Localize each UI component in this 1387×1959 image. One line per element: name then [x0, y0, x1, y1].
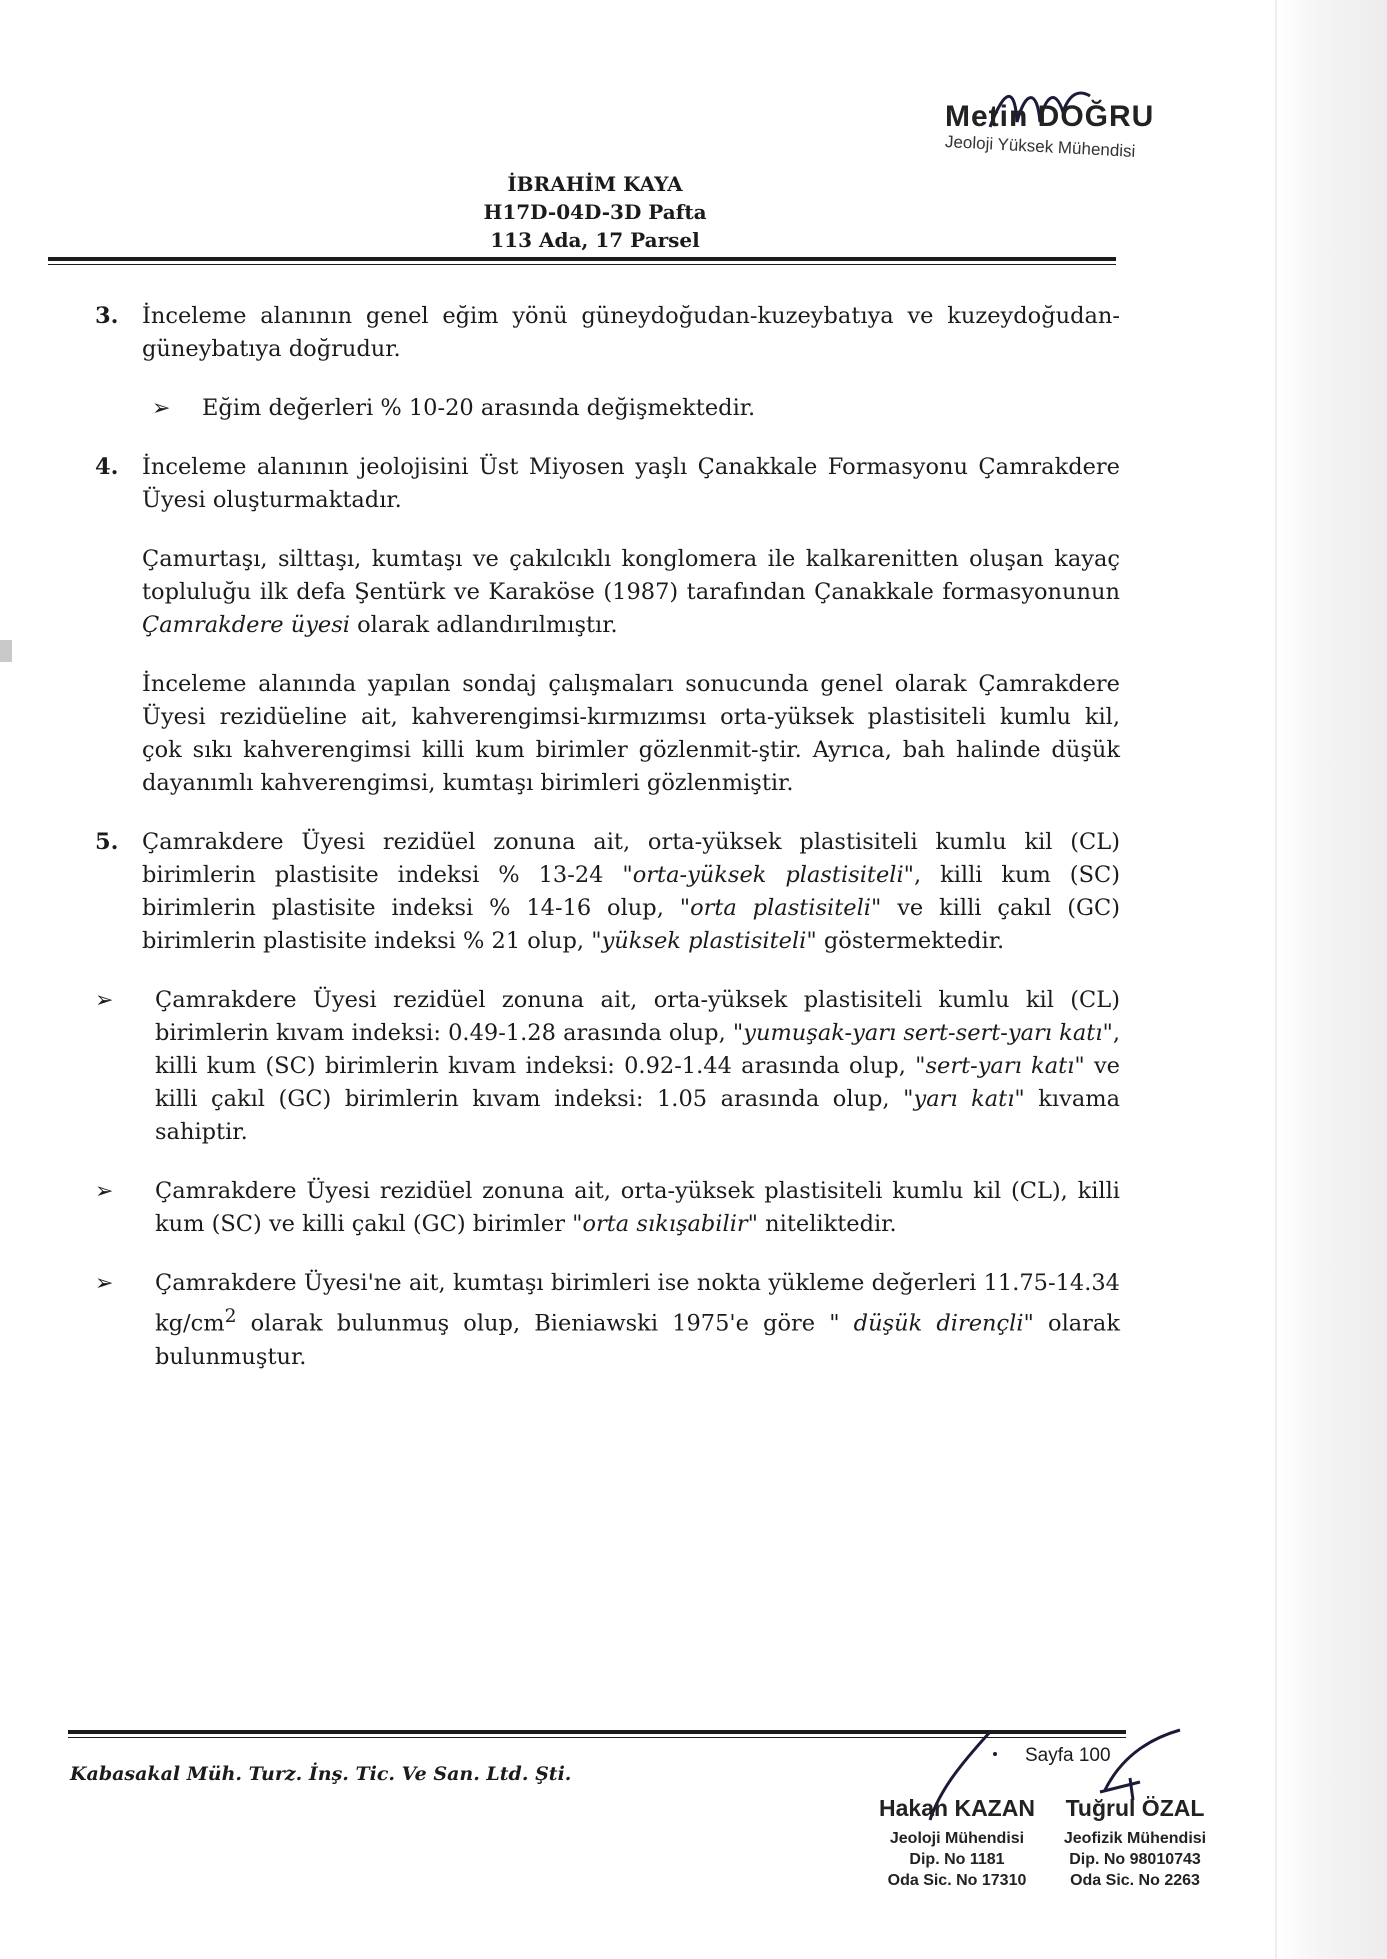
parcel-info: 113 Ada, 17 Parsel — [490, 228, 700, 252]
bullet-slope — [152, 392, 1120, 425]
bullet-compressibility: ➢ Çamrakdere Üyesi rezidüel zonuna ait, orta-yüksek plastisiteli kumlu kil (CL), killi kum (SC) ve killi çakıl (GC) birimler "orta sıkışabilir" niteliktedir. — [95, 1175, 1120, 1241]
section-4 — [95, 451, 1120, 517]
arrow-bullet-icon: ➢ — [95, 1271, 114, 1296]
engineer-stamp-top — [944, 100, 1195, 161]
section-number: 5. — [95, 829, 119, 855]
header-rule-thick — [48, 257, 1116, 261]
stamp-chamber-no: Oda Sic. No 2263 — [1070, 1872, 1200, 1889]
section-5: 5. Çamrakdere Üyesi rezidüel zonuna ait, orta-yüksek plastisiteli kumlu kil (CL) birimlerin plastisite indeksi % 13-24 "orta-yüksek plastisiteli", killi kum (SC) birimlerin plastisite indeksi % 14-16 olup, "orta plastisiteli" ve killi çakıl (GC) birimlerin plastisite indeksi % 21 olup, "yüksek plastisiteli" göstermektedir. — [95, 826, 1120, 958]
engineer-stamp-kazan — [872, 1795, 1042, 1891]
engineer-stamp-ozal — [1050, 1795, 1220, 1891]
stamp-title: Jeoloji Mühendisi — [889, 1830, 1025, 1847]
arrow-bullet-icon: ➢ — [152, 396, 171, 421]
main-content — [95, 300, 1120, 1400]
stamp-name: Hakan KAZAN — [879, 1795, 1035, 1821]
stamp-diploma: Dip. No 98010743 — [1069, 1851, 1201, 1868]
section-3 — [95, 300, 1120, 366]
document-header — [430, 170, 760, 254]
client-name: İBRAHİM KAYA — [507, 172, 683, 196]
section-number: 3. — [95, 303, 119, 329]
arrow-bullet-icon: ➢ — [95, 988, 114, 1013]
header-rule-thin — [48, 264, 1116, 265]
stamp-diploma: Dip. No 1181 — [909, 1851, 1005, 1868]
member-name: Çamrakdere üyesi — [142, 612, 350, 638]
stamp-name: Tuğrul ÖZAL — [1065, 1795, 1205, 1821]
pafta-code: H17D-04D-3D Pafta — [483, 200, 707, 224]
page-edge-shadow — [1277, 0, 1387, 1959]
section-text: İnceleme alanının jeolojisini Üst Miyosen yaşlı Çanakkale Formasyonu Çamrakdere Üyesi oluşturmaktadır. — [142, 454, 1120, 513]
geology-paragraph-1: Çamurtaşı, silttaşı, kumtaşı ve çakılcıklı konglomera ile kalkarenitten oluşan kayaç topluluğu ilk defa Şentürk ve Karaköse (1987) tarafından Çanakkale formasyonunun Çamrakdere üyesi olarak adlandırılmıştır. — [142, 546, 1120, 638]
bullet-consistency: ➢ Çamrakdere Üyesi rezidüel zonuna ait, orta-yüksek plastisiteli kumlu kil (CL) birimlerin kıvam indeksi: 0.49-1.28 arasında olup, "yumuşak-yarı sert-sert-yarı katı", killi kum (SC) birimlerin kıvam indeksi: 0.92-1.44 arasında olup, "sert-yarı katı" ve killi çakıl (GC) birimlerin kıvam indeksi: 1.05 arasında olup, "yarı katı" kıvama sahiptir. — [95, 984, 1120, 1149]
bullet-text: Eğim değerleri % 10-20 arasında değişmektedir. — [202, 395, 756, 421]
bullet-point-load: ➢ Çamrakdere Üyesi'ne ait, kumtaşı birimleri ise nokta yükleme değerleri 11.75-14.34 $kg/cm^2$ olarak bulunmuş olup, Bieniawski 1975'e göre " düşük dirençli" olarak bulunmuştur. — [95, 1267, 1120, 1374]
stamp-name: Metin DOĞRU — [945, 100, 1155, 133]
geology-paragraph-2: İnceleme alanında yapılan sondaj çalışmaları sonucunda genel olarak Çamrakdere Üyesi rezidüeline ait, kahverengimsi-kırmızımsı orta-yüksek plastisiteli kumlu kil, çok sıkı kahverengimsi killi kum birimler gözlenmit-ştir. Ayrıca, bah halinde düşük dayanımlı kahverengimsi, kumtaşı birimleri gözlenmiştir. — [142, 671, 1120, 796]
section-text: İnceleme alanının genel eğim yönü güneydoğudan-kuzeybatıya ve kuzeydoğudan-güneybatıya doğrudur. — [142, 303, 1120, 362]
company-name: Kabasakal Müh. Turz. İnş. Tic. Ve San. Ltd. Şti. — [70, 1763, 572, 1785]
section-number: 4. — [95, 454, 119, 480]
stamp-title: Jeoloji Yüksek Mühendisi — [944, 132, 1136, 161]
page-number: Sayfa 100 — [1025, 1745, 1111, 1766]
stamp-chamber-no: Oda Sic. No 17310 — [887, 1872, 1027, 1889]
scan-mark — [0, 640, 12, 662]
stamp-title: Jeofizik Mühendisi — [1063, 1830, 1207, 1847]
arrow-bullet-icon: ➢ — [95, 1179, 114, 1204]
